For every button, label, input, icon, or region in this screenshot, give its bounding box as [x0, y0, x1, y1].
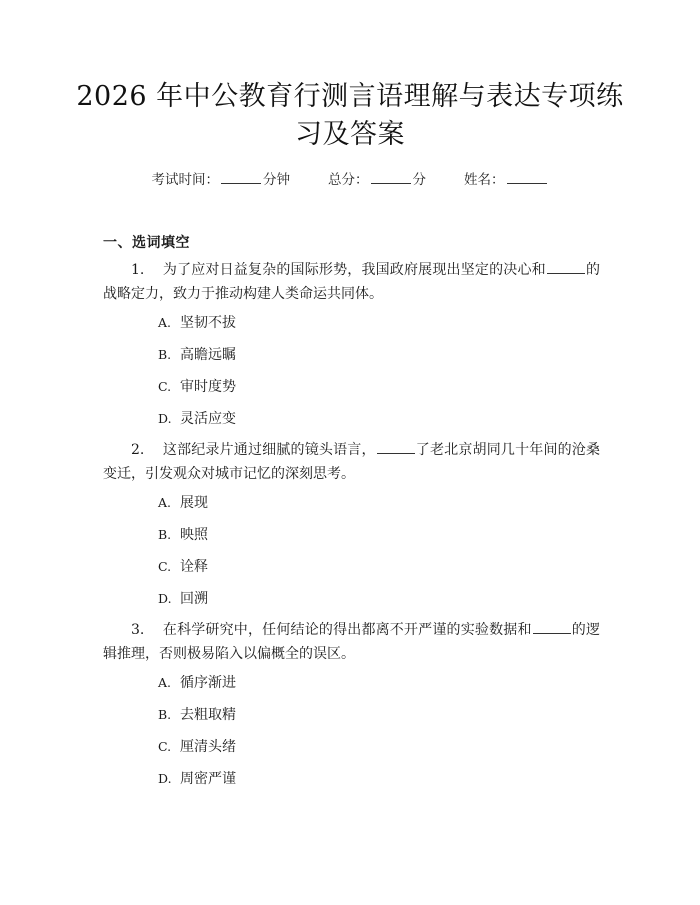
exam-time-field — [152, 168, 291, 188]
option-3a[interactable] — [158, 673, 236, 693]
exam-time-label: 考试时间： — [151, 172, 219, 188]
question-text-after: 的战略定力，致力于推动构建人类命运共同体。 — [103, 262, 600, 302]
total-score-unit: 分 — [412, 172, 426, 188]
title-line-2: 习及答案 — [295, 119, 405, 150]
option-text: 展现 — [180, 495, 208, 511]
name-field — [464, 168, 549, 188]
question-number: 3. — [131, 622, 145, 638]
option-text: 审时度势 — [180, 379, 236, 395]
question-text-before: 为了应对日益复杂的国际形势，我国政府展现出坚定的决心和 — [162, 262, 546, 278]
question-text-after: 了老北京胡同几十年间的沧桑变迁，引发观众对城市记忆的深刻思考。 — [103, 442, 600, 482]
question-1 — [103, 258, 600, 306]
option-text: 诠释 — [180, 559, 208, 575]
option-letter: C. — [158, 559, 172, 574]
name-label: 姓名： — [464, 172, 505, 188]
fill-blank — [533, 620, 571, 634]
question-text-before: 这部纪录片通过细腻的镜头语言， — [162, 442, 376, 458]
exam-time-blank — [221, 171, 261, 184]
option-2a[interactable] — [158, 493, 208, 513]
question-3 — [103, 618, 600, 666]
option-text: 循序渐进 — [180, 675, 236, 691]
option-letter: A. — [158, 495, 172, 510]
option-letter: A. — [158, 315, 172, 330]
option-letter: B. — [158, 707, 172, 722]
question-number: 2. — [131, 442, 145, 458]
option-2d[interactable] — [158, 589, 208, 609]
option-text: 坚韧不拔 — [180, 315, 236, 331]
option-text: 回溯 — [180, 591, 208, 607]
option-text: 灵活应变 — [180, 411, 236, 427]
option-1c[interactable] — [158, 377, 236, 397]
option-1a[interactable] — [158, 313, 236, 333]
section-title: 一、选词填空 — [103, 235, 190, 251]
option-text: 映照 — [180, 527, 208, 543]
question-text-before: 在科学研究中，任何结论的得出都离不开严谨的实验数据和 — [162, 622, 532, 638]
total-score-label: 总分： — [328, 172, 369, 188]
question-number: 1. — [131, 262, 145, 278]
option-letter: B. — [158, 527, 172, 542]
question-2 — [103, 438, 600, 486]
option-2b[interactable] — [158, 525, 208, 545]
option-text: 高瞻远瞩 — [180, 347, 236, 363]
document-title — [60, 78, 640, 154]
option-letter: D. — [158, 771, 172, 786]
option-letter: A. — [158, 675, 172, 690]
option-letter: C. — [158, 739, 172, 754]
option-text: 周密严谨 — [180, 771, 236, 787]
fill-blank — [377, 440, 415, 454]
option-3b[interactable] — [158, 705, 236, 725]
option-letter: D. — [158, 591, 172, 606]
question-text-after: 的逻辑推理，否则极易陷入以偏概全的误区。 — [103, 622, 600, 662]
option-text: 厘清头绪 — [180, 739, 236, 755]
option-letter: C. — [158, 379, 172, 394]
option-1b[interactable] — [158, 345, 236, 365]
option-text: 去粗取精 — [180, 707, 236, 723]
name-blank — [507, 171, 547, 184]
exam-time-unit: 分钟 — [263, 172, 290, 188]
total-score-blank — [371, 171, 411, 184]
title-line-1: 2026 年中公教育行测言语理解与表达专项练 — [76, 81, 624, 112]
option-3c[interactable] — [158, 737, 236, 757]
fill-blank — [547, 260, 585, 274]
option-3d[interactable] — [158, 769, 236, 789]
exam-info-row — [0, 168, 700, 188]
option-2c[interactable] — [158, 557, 208, 577]
option-letter: B. — [158, 347, 172, 362]
total-score-field — [328, 168, 426, 188]
option-1d[interactable] — [158, 409, 236, 429]
option-letter: D. — [158, 411, 172, 426]
